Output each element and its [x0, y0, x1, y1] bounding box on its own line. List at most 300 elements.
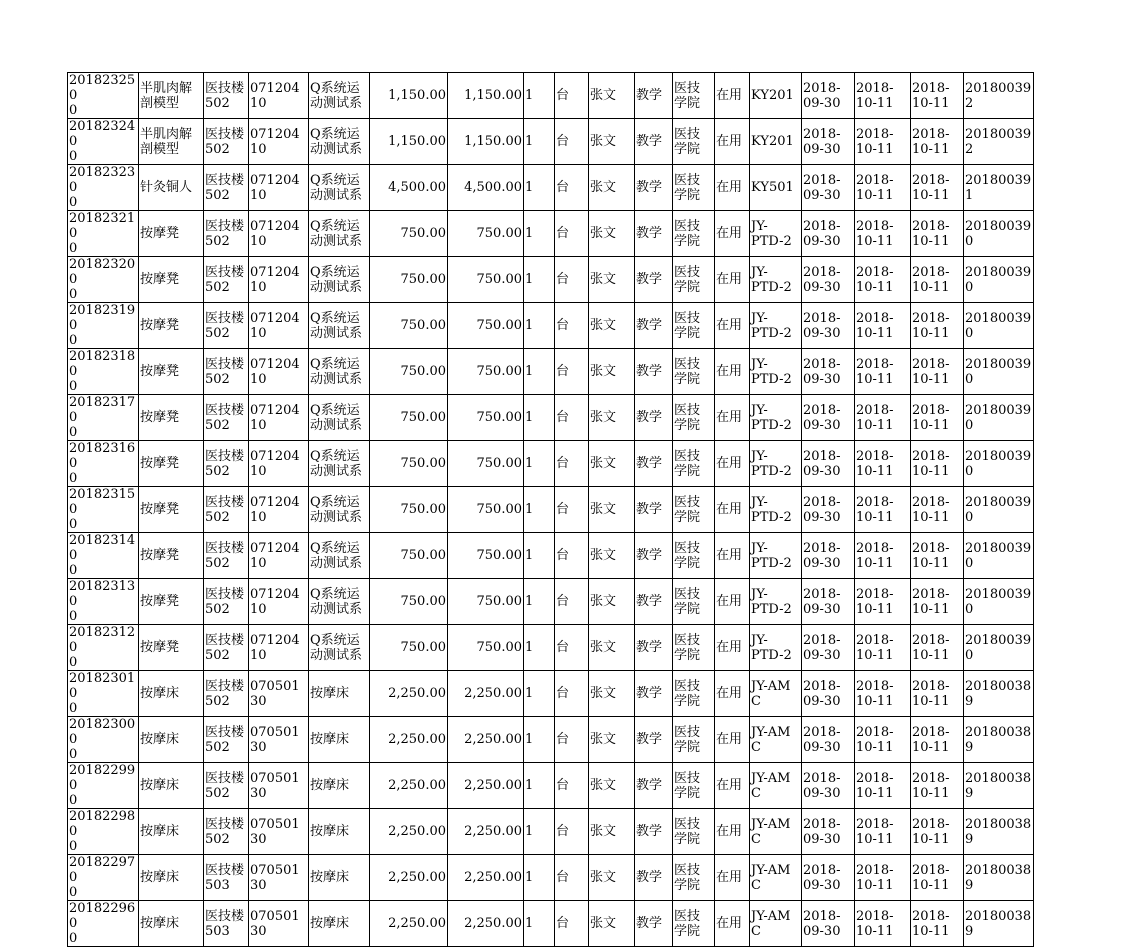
purpose-cell: 教学 — [635, 809, 673, 855]
model-cell: JY-AMC — [750, 717, 802, 763]
purpose-cell: 教学 — [635, 211, 673, 257]
category-name-cell: Q系统运 动测试系 — [309, 533, 370, 579]
custodian-cell: 张文 — [589, 901, 635, 947]
category-name-cell: 按摩床 — [309, 717, 370, 763]
table-row — [68, 395, 1034, 441]
category-code-cell: 07120410 — [249, 303, 309, 349]
purchase-date-cell: 2018- 09-30 — [802, 763, 855, 809]
unit-price-cell: 750.00 — [370, 349, 448, 395]
model-cell: KY501 — [750, 165, 802, 211]
category-code-cell: 07120410 — [249, 441, 309, 487]
unit-price-cell: 750.00 — [370, 211, 448, 257]
department-cell: 医技 学院 — [673, 625, 715, 671]
status-cell: 在用 — [715, 855, 750, 901]
voucher-number-cell: 201800389 — [964, 809, 1034, 855]
voucher-number-cell: 201800392 — [964, 73, 1034, 119]
unit-cell: 台 — [555, 763, 589, 809]
unit-cell: 台 — [555, 441, 589, 487]
purchase-date-cell: 2018- 09-30 — [802, 395, 855, 441]
status-cell: 在用 — [715, 487, 750, 533]
voucher-number-cell: 201800390 — [964, 349, 1034, 395]
model-cell: JY- PTD-2 — [750, 395, 802, 441]
entry-date-cell: 2018- 10-11 — [855, 73, 911, 119]
category-name-cell: Q系统运 动测试系 — [309, 165, 370, 211]
unit-cell: 台 — [555, 717, 589, 763]
department-cell: 医技 学院 — [673, 901, 715, 947]
record-date-cell: 2018- 10-11 — [911, 73, 964, 119]
voucher-number-cell: 201800390 — [964, 533, 1034, 579]
purpose-cell: 教学 — [635, 763, 673, 809]
department-cell: 医技 学院 — [673, 579, 715, 625]
category-code-cell: 07050130 — [249, 763, 309, 809]
category-code-cell: 07120410 — [249, 349, 309, 395]
asset-id-cell: 201823150 0 — [68, 487, 139, 533]
entry-date-cell: 2018- 10-11 — [855, 809, 911, 855]
status-cell: 在用 — [715, 211, 750, 257]
custodian-cell: 张文 — [589, 763, 635, 809]
record-date-cell: 2018- 10-11 — [911, 901, 964, 947]
entry-date-cell: 2018- 10-11 — [855, 855, 911, 901]
category-code-cell: 07120410 — [249, 625, 309, 671]
purpose-cell: 教学 — [635, 73, 673, 119]
unit-price-cell: 4,500.00 — [370, 165, 448, 211]
amount-cell: 750.00 — [448, 625, 524, 671]
status-cell: 在用 — [715, 165, 750, 211]
asset-id-cell: 201823010 0 — [68, 671, 139, 717]
quantity-cell: 1 — [524, 855, 555, 901]
asset-name-cell: 按摩床 — [139, 855, 204, 901]
department-cell: 医技 学院 — [673, 257, 715, 303]
unit-price-cell: 750.00 — [370, 303, 448, 349]
unit-price-cell: 2,250.00 — [370, 717, 448, 763]
status-cell: 在用 — [715, 809, 750, 855]
unit-cell: 台 — [555, 809, 589, 855]
record-date-cell: 2018- 10-11 — [911, 625, 964, 671]
asset-name-cell: 按摩床 — [139, 763, 204, 809]
asset-name-cell: 按摩床 — [139, 671, 204, 717]
category-code-cell: 07120410 — [249, 487, 309, 533]
asset-name-cell: 按摩凳 — [139, 211, 204, 257]
asset-id-cell: 201823180 0 — [68, 349, 139, 395]
purpose-cell: 教学 — [635, 579, 673, 625]
status-cell: 在用 — [715, 119, 750, 165]
quantity-cell: 1 — [524, 809, 555, 855]
asset-id-cell: 201823240 0 — [68, 119, 139, 165]
quantity-cell: 1 — [524, 625, 555, 671]
purchase-date-cell: 2018- 09-30 — [802, 671, 855, 717]
asset-id-cell: 201823160 0 — [68, 441, 139, 487]
unit-price-cell: 750.00 — [370, 579, 448, 625]
purchase-date-cell: 2018- 09-30 — [802, 349, 855, 395]
department-cell: 医技 学院 — [673, 855, 715, 901]
department-cell: 医技 学院 — [673, 395, 715, 441]
record-date-cell: 2018- 10-11 — [911, 441, 964, 487]
asset-name-cell: 按摩凳 — [139, 303, 204, 349]
table-row — [68, 119, 1034, 165]
category-name-cell: Q系统运 动测试系 — [309, 303, 370, 349]
amount-cell: 750.00 — [448, 395, 524, 441]
category-name-cell: Q系统运 动测试系 — [309, 119, 370, 165]
status-cell: 在用 — [715, 579, 750, 625]
custodian-cell: 张文 — [589, 73, 635, 119]
category-code-cell: 07120410 — [249, 211, 309, 257]
record-date-cell: 2018- 10-11 — [911, 211, 964, 257]
model-cell: JY-AMC — [750, 855, 802, 901]
category-name-cell: 按摩床 — [309, 901, 370, 947]
amount-cell: 2,250.00 — [448, 809, 524, 855]
table-row — [68, 763, 1034, 809]
table-row — [68, 73, 1034, 119]
amount-cell: 4,500.00 — [448, 165, 524, 211]
table-row — [68, 441, 1034, 487]
department-cell: 医技 学院 — [673, 441, 715, 487]
amount-cell: 2,250.00 — [448, 763, 524, 809]
model-cell: KY201 — [750, 119, 802, 165]
asset-id-cell: 201823190 0 — [68, 303, 139, 349]
voucher-number-cell: 201800390 — [964, 303, 1034, 349]
department-cell: 医技 学院 — [673, 487, 715, 533]
location-cell: 医技楼 502 — [204, 671, 249, 717]
department-cell: 医技 学院 — [673, 303, 715, 349]
model-cell: KY201 — [750, 73, 802, 119]
voucher-number-cell: 201800390 — [964, 211, 1034, 257]
unit-cell: 台 — [555, 303, 589, 349]
asset-name-cell: 按摩凳 — [139, 395, 204, 441]
category-name-cell: Q系统运 动测试系 — [309, 73, 370, 119]
location-cell: 医技楼 502 — [204, 395, 249, 441]
purpose-cell: 教学 — [635, 165, 673, 211]
department-cell: 医技 学院 — [673, 119, 715, 165]
model-cell: JY- PTD-2 — [750, 211, 802, 257]
category-code-cell: 07120410 — [249, 257, 309, 303]
category-code-cell: 07050130 — [249, 901, 309, 947]
table-row — [68, 165, 1034, 211]
location-cell: 医技楼 503 — [204, 901, 249, 947]
amount-cell: 750.00 — [448, 579, 524, 625]
custodian-cell: 张文 — [589, 257, 635, 303]
entry-date-cell: 2018- 10-11 — [855, 625, 911, 671]
model-cell: JY- PTD-2 — [750, 487, 802, 533]
asset-id-cell: 201823170 0 — [68, 395, 139, 441]
record-date-cell: 2018- 10-11 — [911, 809, 964, 855]
category-name-cell: Q系统运 动测试系 — [309, 625, 370, 671]
purchase-date-cell: 2018- 09-30 — [802, 487, 855, 533]
table-row — [68, 579, 1034, 625]
entry-date-cell: 2018- 10-11 — [855, 763, 911, 809]
table-row — [68, 809, 1034, 855]
model-cell: JY- PTD-2 — [750, 625, 802, 671]
model-cell: JY-AMC — [750, 671, 802, 717]
amount-cell: 1,150.00 — [448, 119, 524, 165]
asset-name-cell: 半肌肉解 剖模型 — [139, 119, 204, 165]
unit-cell: 台 — [555, 73, 589, 119]
purpose-cell: 教学 — [635, 487, 673, 533]
asset-id-cell: 201823230 0 — [68, 165, 139, 211]
custodian-cell: 张文 — [589, 165, 635, 211]
category-name-cell: Q系统运 动测试系 — [309, 441, 370, 487]
entry-date-cell: 2018- 10-11 — [855, 349, 911, 395]
category-name-cell: Q系统运 动测试系 — [309, 257, 370, 303]
status-cell: 在用 — [715, 533, 750, 579]
model-cell: JY- PTD-2 — [750, 533, 802, 579]
location-cell: 医技楼 502 — [204, 579, 249, 625]
purchase-date-cell: 2018- 09-30 — [802, 303, 855, 349]
quantity-cell: 1 — [524, 303, 555, 349]
entry-date-cell: 2018- 10-11 — [855, 487, 911, 533]
quantity-cell: 1 — [524, 717, 555, 763]
asset-name-cell: 按摩凳 — [139, 441, 204, 487]
record-date-cell: 2018- 10-11 — [911, 579, 964, 625]
amount-cell: 1,150.00 — [448, 73, 524, 119]
category-code-cell: 07120410 — [249, 73, 309, 119]
entry-date-cell: 2018- 10-11 — [855, 211, 911, 257]
voucher-number-cell: 201800389 — [964, 901, 1034, 947]
purchase-date-cell: 2018- 09-30 — [802, 441, 855, 487]
purpose-cell: 教学 — [635, 717, 673, 763]
unit-cell: 台 — [555, 901, 589, 947]
unit-cell: 台 — [555, 533, 589, 579]
asset-id-cell: 201823120 0 — [68, 625, 139, 671]
department-cell: 医技 学院 — [673, 763, 715, 809]
unit-cell: 台 — [555, 211, 589, 257]
unit-cell: 台 — [555, 119, 589, 165]
quantity-cell: 1 — [524, 349, 555, 395]
department-cell: 医技 学院 — [673, 165, 715, 211]
voucher-number-cell: 201800389 — [964, 671, 1034, 717]
category-name-cell: Q系统运 动测试系 — [309, 211, 370, 257]
custodian-cell: 张文 — [589, 625, 635, 671]
custodian-cell: 张文 — [589, 303, 635, 349]
record-date-cell: 2018- 10-11 — [911, 533, 964, 579]
asset-name-cell: 按摩凳 — [139, 533, 204, 579]
voucher-number-cell: 201800391 — [964, 165, 1034, 211]
amount-cell: 2,250.00 — [448, 901, 524, 947]
voucher-number-cell: 201800389 — [964, 855, 1034, 901]
status-cell: 在用 — [715, 303, 750, 349]
asset-name-cell: 半肌肉解 剖模型 — [139, 73, 204, 119]
unit-cell: 台 — [555, 579, 589, 625]
purchase-date-cell: 2018- 09-30 — [802, 73, 855, 119]
location-cell: 医技楼 502 — [204, 809, 249, 855]
custodian-cell: 张文 — [589, 211, 635, 257]
location-cell: 医技楼 502 — [204, 349, 249, 395]
department-cell: 医技 学院 — [673, 349, 715, 395]
unit-price-cell: 2,250.00 — [370, 763, 448, 809]
custodian-cell: 张文 — [589, 671, 635, 717]
quantity-cell: 1 — [524, 165, 555, 211]
quantity-cell: 1 — [524, 533, 555, 579]
asset-id-cell: 201822970 0 — [68, 855, 139, 901]
category-code-cell: 07120410 — [249, 165, 309, 211]
asset-name-cell: 针灸铜人 — [139, 165, 204, 211]
entry-date-cell: 2018- 10-11 — [855, 671, 911, 717]
table-row — [68, 303, 1034, 349]
status-cell: 在用 — [715, 625, 750, 671]
entry-date-cell: 2018- 10-11 — [855, 119, 911, 165]
unit-price-cell: 750.00 — [370, 487, 448, 533]
asset-name-cell: 按摩凳 — [139, 487, 204, 533]
model-cell: JY- PTD-2 — [750, 441, 802, 487]
category-code-cell: 07120410 — [249, 533, 309, 579]
purchase-date-cell: 2018- 09-30 — [802, 165, 855, 211]
purpose-cell: 教学 — [635, 395, 673, 441]
location-cell: 医技楼 502 — [204, 625, 249, 671]
purpose-cell: 教学 — [635, 671, 673, 717]
unit-cell: 台 — [555, 671, 589, 717]
model-cell: JY- PTD-2 — [750, 579, 802, 625]
category-code-cell: 07120410 — [249, 119, 309, 165]
amount-cell: 750.00 — [448, 533, 524, 579]
voucher-number-cell: 201800389 — [964, 763, 1034, 809]
custodian-cell: 张文 — [589, 809, 635, 855]
asset-name-cell: 按摩凳 — [139, 349, 204, 395]
location-cell: 医技楼 502 — [204, 119, 249, 165]
purpose-cell: 教学 — [635, 533, 673, 579]
category-name-cell: Q系统运 动测试系 — [309, 579, 370, 625]
asset-name-cell: 按摩凳 — [139, 625, 204, 671]
category-name-cell: 按摩床 — [309, 855, 370, 901]
unit-price-cell: 1,150.00 — [370, 73, 448, 119]
entry-date-cell: 2018- 10-11 — [855, 901, 911, 947]
location-cell: 医技楼 502 — [204, 763, 249, 809]
unit-price-cell: 750.00 — [370, 257, 448, 303]
voucher-number-cell: 201800390 — [964, 441, 1034, 487]
entry-date-cell: 2018- 10-11 — [855, 165, 911, 211]
custodian-cell: 张文 — [589, 487, 635, 533]
unit-price-cell: 750.00 — [370, 533, 448, 579]
quantity-cell: 1 — [524, 671, 555, 717]
location-cell: 医技楼 502 — [204, 73, 249, 119]
category-code-cell: 07050130 — [249, 671, 309, 717]
asset-id-cell: 201823000 0 — [68, 717, 139, 763]
entry-date-cell: 2018- 10-11 — [855, 717, 911, 763]
department-cell: 医技 学院 — [673, 211, 715, 257]
voucher-number-cell: 201800390 — [964, 625, 1034, 671]
asset-table — [67, 72, 1034, 947]
unit-cell: 台 — [555, 625, 589, 671]
table-row — [68, 625, 1034, 671]
purpose-cell: 教学 — [635, 625, 673, 671]
category-code-cell: 07050130 — [249, 717, 309, 763]
voucher-number-cell: 201800390 — [964, 487, 1034, 533]
category-name-cell: Q系统运 动测试系 — [309, 487, 370, 533]
quantity-cell: 1 — [524, 73, 555, 119]
quantity-cell: 1 — [524, 395, 555, 441]
record-date-cell: 2018- 10-11 — [911, 855, 964, 901]
entry-date-cell: 2018- 10-11 — [855, 395, 911, 441]
category-name-cell: 按摩床 — [309, 671, 370, 717]
table-row — [68, 533, 1034, 579]
custodian-cell: 张文 — [589, 119, 635, 165]
unit-price-cell: 750.00 — [370, 441, 448, 487]
record-date-cell: 2018- 10-11 — [911, 303, 964, 349]
department-cell: 医技 学院 — [673, 809, 715, 855]
voucher-number-cell: 201800390 — [964, 579, 1034, 625]
table-row — [68, 257, 1034, 303]
category-code-cell: 07120410 — [249, 579, 309, 625]
amount-cell: 750.00 — [448, 441, 524, 487]
location-cell: 医技楼 502 — [204, 533, 249, 579]
unit-price-cell: 1,150.00 — [370, 119, 448, 165]
table-row — [68, 855, 1034, 901]
purpose-cell: 教学 — [635, 349, 673, 395]
model-cell: JY-AMC — [750, 901, 802, 947]
model-cell: JY-AMC — [750, 763, 802, 809]
asset-name-cell: 按摩床 — [139, 809, 204, 855]
amount-cell: 2,250.00 — [448, 717, 524, 763]
unit-price-cell: 2,250.00 — [370, 901, 448, 947]
asset-id-cell: 201823210 0 — [68, 211, 139, 257]
voucher-number-cell: 201800390 — [964, 395, 1034, 441]
custodian-cell: 张文 — [589, 441, 635, 487]
amount-cell: 2,250.00 — [448, 855, 524, 901]
unit-cell: 台 — [555, 257, 589, 303]
purchase-date-cell: 2018- 09-30 — [802, 901, 855, 947]
table-row — [68, 349, 1034, 395]
amount-cell: 750.00 — [448, 349, 524, 395]
purchase-date-cell: 2018- 09-30 — [802, 533, 855, 579]
purchase-date-cell: 2018- 09-30 — [802, 257, 855, 303]
model-cell: JY- PTD-2 — [750, 257, 802, 303]
table-body — [68, 73, 1034, 947]
status-cell: 在用 — [715, 901, 750, 947]
record-date-cell: 2018- 10-11 — [911, 349, 964, 395]
location-cell: 医技楼 502 — [204, 303, 249, 349]
purchase-date-cell: 2018- 09-30 — [802, 625, 855, 671]
status-cell: 在用 — [715, 73, 750, 119]
custodian-cell: 张文 — [589, 349, 635, 395]
purchase-date-cell: 2018- 09-30 — [802, 855, 855, 901]
category-name-cell: Q系统运 动测试系 — [309, 349, 370, 395]
custodian-cell: 张文 — [589, 717, 635, 763]
voucher-number-cell: 201800389 — [964, 717, 1034, 763]
asset-name-cell: 按摩床 — [139, 717, 204, 763]
asset-name-cell: 按摩凳 — [139, 257, 204, 303]
asset-name-cell: 按摩床 — [139, 901, 204, 947]
unit-cell: 台 — [555, 487, 589, 533]
purchase-date-cell: 2018- 09-30 — [802, 809, 855, 855]
custodian-cell: 张文 — [589, 579, 635, 625]
purchase-date-cell: 2018- 09-30 — [802, 211, 855, 257]
quantity-cell: 1 — [524, 441, 555, 487]
entry-date-cell: 2018- 10-11 — [855, 579, 911, 625]
purchase-date-cell: 2018- 09-30 — [802, 717, 855, 763]
purpose-cell: 教学 — [635, 303, 673, 349]
purchase-date-cell: 2018- 09-30 — [802, 119, 855, 165]
quantity-cell: 1 — [524, 901, 555, 947]
unit-cell: 台 — [555, 349, 589, 395]
table-row — [68, 671, 1034, 717]
model-cell: JY- PTD-2 — [750, 349, 802, 395]
purpose-cell: 教学 — [635, 855, 673, 901]
quantity-cell: 1 — [524, 579, 555, 625]
entry-date-cell: 2018- 10-11 — [855, 533, 911, 579]
department-cell: 医技 学院 — [673, 717, 715, 763]
location-cell: 医技楼 503 — [204, 855, 249, 901]
entry-date-cell: 2018- 10-11 — [855, 441, 911, 487]
purpose-cell: 教学 — [635, 441, 673, 487]
unit-price-cell: 2,250.00 — [370, 855, 448, 901]
record-date-cell: 2018- 10-11 — [911, 487, 964, 533]
unit-price-cell: 750.00 — [370, 625, 448, 671]
asset-id-cell: 201823130 0 — [68, 579, 139, 625]
quantity-cell: 1 — [524, 119, 555, 165]
status-cell: 在用 — [715, 717, 750, 763]
department-cell: 医技 学院 — [673, 671, 715, 717]
asset-id-cell: 201823250 0 — [68, 73, 139, 119]
quantity-cell: 1 — [524, 257, 555, 303]
asset-id-cell: 201822960 0 — [68, 901, 139, 947]
